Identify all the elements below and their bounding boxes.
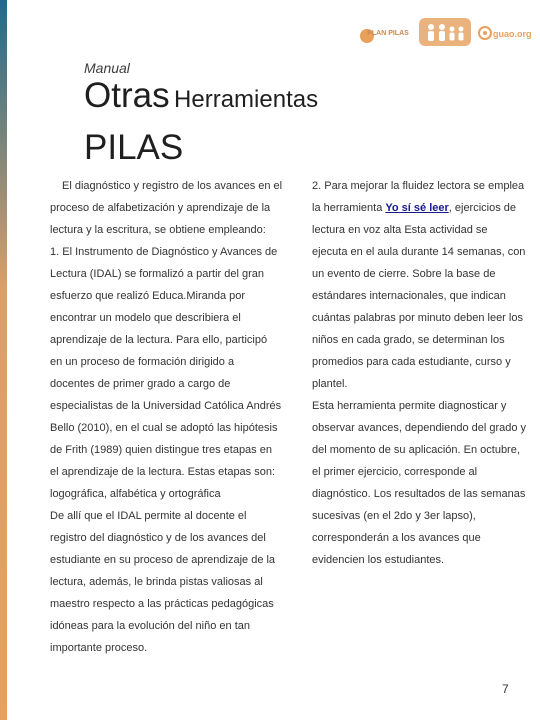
text-line-with-link: [312, 202, 516, 214]
text-line: lectura, además, le brinda pistas valiosas al: [50, 576, 263, 588]
text-line: Esta herramienta permite diagnosticar y: [312, 400, 507, 412]
text-line: El diagnóstico y registro de los avances en el: [62, 180, 283, 192]
text-line: especialistas de la Universidad Católica Andrés: [50, 400, 282, 412]
text-line: del momento de su aplicación. En octubre,: [312, 444, 520, 456]
guao-logo: [478, 18, 532, 48]
text-line: diagnóstico. Los resultados de las semanas: [312, 488, 526, 500]
text-line: plantel.: [312, 378, 348, 390]
text-line: de Frith (1989) quien distingue tres etapas en: [50, 444, 272, 456]
text-line: importante proceso.: [50, 642, 148, 654]
page-title-line1: [84, 78, 318, 113]
family-logo: [417, 16, 473, 48]
text-line: estándares internacionales, que indican: [312, 290, 506, 302]
text-line: ejecuta en el aula durante 14 semanas, con: [312, 246, 526, 258]
text-line: esfuerzo que realizó Educa.Miranda por: [50, 290, 246, 302]
text-line: cuántas palabras por minuto deben leer los: [312, 312, 523, 324]
text-line: el aprendizaje de la lectura. Estas etapas son:: [50, 466, 276, 478]
title-word-herramientas: Herramientas: [174, 86, 319, 113]
text-segment: la herramienta: [312, 202, 386, 214]
guao-logo-text: guao.org: [493, 29, 532, 39]
text-line: evidencien los estudiantes.: [312, 554, 445, 566]
text-line: aprendizaje de la lectura. Para ello, participó: [50, 334, 268, 346]
text-line: proceso de alfabetización y aprendizaje de la: [50, 202, 271, 214]
text-line: maestro respecto a las prácticas pedagógicas: [50, 598, 274, 610]
text-line: promedios para cada estudiante, curso y: [312, 356, 511, 368]
document-kicker: Manual: [84, 60, 130, 76]
header-logos: [355, 14, 532, 52]
text-line: docentes de primer grado a cargo de: [50, 378, 231, 390]
text-line: sucesivas (en el 2do y 3er lapso),: [312, 510, 476, 522]
page-title-line2: PILAS: [84, 128, 184, 167]
text-line: registro del diagnóstico y de los avances del: [50, 532, 266, 544]
text-line: lectura y la escritura, se obtiene empleando:: [50, 224, 266, 236]
text-line: 2. Para mejorar la fluidez lectora se emplea: [312, 180, 525, 192]
page-number: 7: [502, 682, 509, 696]
text-line: un evento de cierre. Sobre la base de: [312, 268, 496, 280]
text-line: Bello (2010), en el cual se adoptó las hipótesis: [50, 422, 278, 434]
text-line: idóneas para la evolución del niño en tan: [50, 620, 250, 632]
plan-pilas-logo-text: PLAN PILAS: [367, 30, 409, 37]
text-line: corresponderán a los avances que: [312, 532, 481, 544]
text-line: en un proceso de formación dirigido a: [50, 356, 235, 368]
text-line: estudiante en su proceso de aprendizaje de la: [50, 554, 276, 566]
text-line: Lectura (IDAL) se formalizó a partir del gran: [50, 268, 264, 280]
title-word-otras: Otras: [84, 76, 170, 115]
text-line: 1. El Instrumento de Diagnóstico y Avances de: [50, 246, 278, 258]
text-line: encontrar un modelo que describiera el: [50, 312, 241, 324]
text-segment: , ejercicios de: [448, 202, 517, 214]
text-line: De allí que el IDAL permite al docente el: [50, 510, 247, 522]
tool-name-link[interactable]: Yo sí sé leer: [385, 202, 449, 214]
plan-pilas-logo: [358, 19, 408, 49]
text-line: logográfica, alfabética y ortográfica: [50, 488, 221, 500]
text-line: niños en cada grado, se determinan los: [312, 334, 505, 346]
text-line: lectura en voz alta Esta actividad se: [312, 224, 488, 236]
left-accent-bar: [0, 0, 7, 720]
text-line: el primer ejercicio, corresponde al: [312, 466, 478, 478]
text-line: observar avances, dependiendo del grado y: [312, 422, 527, 434]
